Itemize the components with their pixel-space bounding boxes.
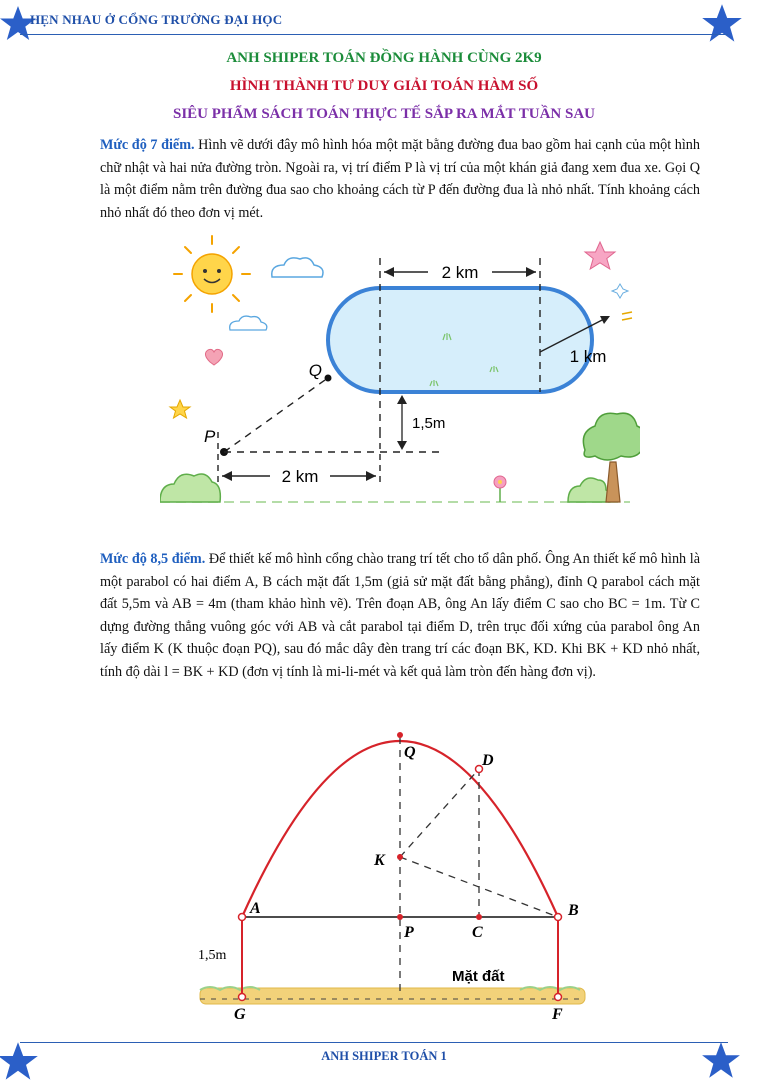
label-k: K — [374, 852, 385, 869]
cloud-icon — [230, 316, 267, 330]
footer-divider — [20, 1042, 728, 1043]
label-q: Q — [308, 361, 322, 380]
race-track-figure — [160, 232, 640, 522]
bush-icon — [568, 478, 611, 502]
label-q: Q — [404, 744, 416, 761]
sparkle-icon — [612, 284, 628, 298]
race-track — [328, 288, 592, 392]
star-icon-pink — [585, 242, 615, 269]
label-p: P — [204, 427, 216, 446]
label-f: F — [552, 1006, 563, 1023]
parabola-gate-figure — [190, 725, 600, 1025]
ground-band — [200, 988, 585, 1004]
problem-1-body: Hình vẽ dưới đây mô hình hóa một mặt bằng đường đua bao gồm hai cạnh của một hình chữ nhật và hai nửa đường tròn. Ngoài ra, vị trí điểm P là vị trí của một khán giả đang xem đua xe. Gọi Q là một điểm nằm trên đường đua sao cho khoảng cách từ P đến đường đua là nhỏ nhất. Tính khoảng cách nhỏ nhất đó theo đơn vị mét. — [100, 137, 700, 221]
label-ground: Mặt đất — [452, 968, 505, 985]
problem-2-lead: Mức độ 8,5 điểm. — [100, 551, 206, 567]
header-text: HẸN NHAU Ở CỔNG TRƯỜNG ĐẠI HỌC — [30, 12, 283, 27]
label-top-2km: 2 km — [441, 263, 479, 282]
label-gap-1-5m: 1,5m — [412, 415, 446, 432]
problem-2-text — [100, 548, 700, 683]
label-bottom-2km: 2 km — [281, 467, 319, 486]
label-a: A — [250, 900, 261, 917]
star-icon-top-right — [700, 2, 744, 46]
label-g: G — [234, 1006, 246, 1023]
sparkle-icon — [622, 312, 632, 320]
flower-icon — [494, 476, 506, 502]
footer-text: ANH SHIPER TOÁN 1 — [321, 1049, 447, 1063]
star-icon-bottom-right — [700, 1040, 742, 1082]
header-divider — [20, 34, 728, 35]
label-radius-1km: 1 km — [569, 347, 607, 366]
label-d: D — [482, 752, 494, 769]
problem-1-lead: Mức độ 7 điểm. — [100, 137, 195, 153]
sun-icon — [174, 236, 250, 312]
label-height: 1,5m — [198, 948, 227, 963]
title-2: HÌNH THÀNH TƯ DUY GIẢI TOÁN HÀM SỐ — [229, 78, 539, 94]
problem-2-body: Để thiết kế mô hình cổng chào trang trí tết cho tổ dân phố. Ông An thiết kế mô hình là một parabol có hai điểm A, B cách mặt đất 1,5m (giả sử mặt đất bằng phẳng), đỉnh Q parabol cách mặt đất 5,5m và AB = 4m (tham khảo hình vẽ). Trên đoạn AB, ông An lấy điểm C sao cho BC = 1m. Từ C dựng đường thẳng vuông góc với AB và cắt parabol tại điểm D, trên trục đối xứng của parabol ông An lấy điểm K (K thuộc đoạn PQ), sau đó mắc dây đèn trang trí các đoạn BK, KD. Khi BK + KD nhỏ nhất, tính độ dài l = BK + KD (đơn vị tính là mi-li-mét và kết quả làm tròn đến hàng đơn vị). — [100, 551, 700, 680]
label-b: B — [568, 902, 579, 919]
label-p: P — [404, 924, 414, 941]
label-c: C — [472, 924, 483, 941]
bush-icon — [160, 474, 220, 502]
title-3: SIÊU PHẨM SÁCH TOÁN THỰC TẾ SẮP RA MẮT TUẦN SAU — [172, 106, 596, 122]
title-1: ANH SHIPER TOÁN ĐỒNG HÀNH CÙNG 2K9 — [226, 50, 542, 66]
star-icon-left — [170, 400, 190, 418]
cloud-icon — [272, 258, 323, 277]
problem-1-text — [100, 134, 700, 224]
heart-icon — [205, 349, 222, 365]
